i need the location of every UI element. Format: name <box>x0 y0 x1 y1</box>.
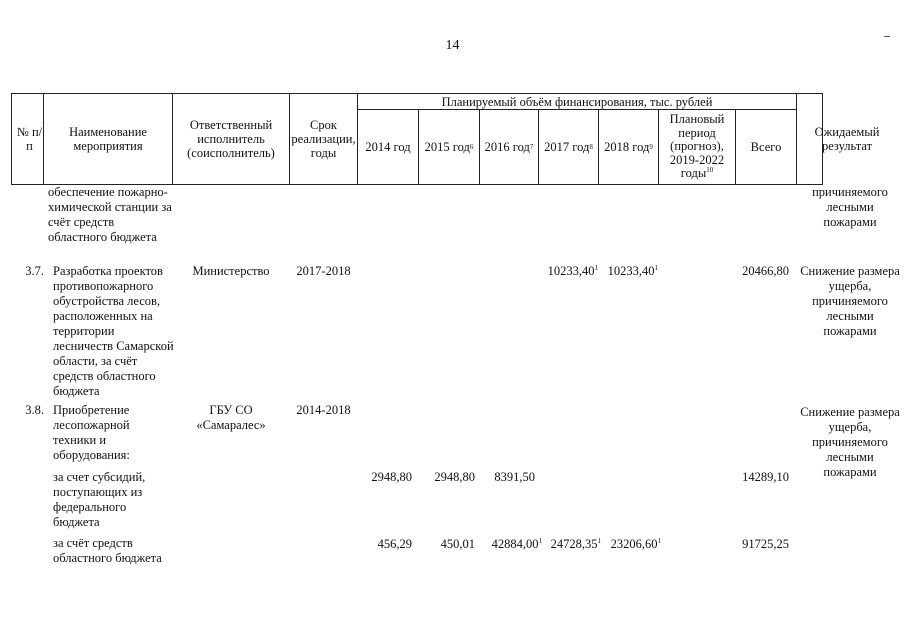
row-37-total: 20466,80 <box>742 264 789 278</box>
row-38-num: 3.8. <box>25 403 44 417</box>
row-37-name: Разработка проектов противопожарного обустройства лесов, расположенных на территории лесничеств Самарской области, за счёт средств областного бюджета <box>53 264 174 398</box>
header-2015: 2015 год 6 <box>424 140 474 154</box>
row-38b-2014: 456,29 <box>377 537 412 551</box>
row-38b-2017: 24728,35$^1$ <box>550 536 601 551</box>
row-38a-2015: 2948,80 <box>434 470 475 484</box>
row-38b-2018: 23206,60$^1$ <box>610 536 661 551</box>
row-38b-name: за счёт средств областного бюджета <box>53 536 162 565</box>
row-38a-2014: 2948,80 <box>371 470 412 484</box>
row-37-result: Снижение размера ущерба, причиняемого лесными пожарами <box>800 264 900 338</box>
header-2016: 2016 год 7 <box>484 140 534 154</box>
row-37-term: 2017-2018 <box>296 264 351 278</box>
header-executor: Ответственный исполнитель (соисполнитель) <box>187 118 275 160</box>
row-38a-total: 14289,10 <box>742 470 789 484</box>
row-37-executor: Министерство <box>192 264 270 278</box>
row-cont-name: обеспечение пожарно-химической станции за счёт средств областного бюджета <box>48 185 172 244</box>
row-37-2017: 10233,40$^1$ <box>547 263 598 278</box>
row-37-2018: 10233,40$^1$ <box>607 263 658 278</box>
header-financing: Планируемый объём финансирования, тыс. рублей <box>441 94 713 109</box>
row-38b-total: 91725,25 <box>742 537 789 551</box>
header-name: Наименование мероприятия <box>69 125 147 153</box>
header-result: Ожидаемый результат <box>814 125 880 153</box>
row-38a-name: за счет субсидий, поступающих из федерального бюджета <box>53 470 146 529</box>
page-number: 14 <box>445 38 460 53</box>
row-cont-result: причиняемого лесными пожарами <box>812 185 888 229</box>
header-total: Всего <box>750 140 782 154</box>
header-plan-period: Плановый период (прогноз), 2019-2022 годы$^{10}$ <box>669 112 725 181</box>
scan-mark <box>884 36 890 37</box>
header-term: Срок реализации, годы <box>291 118 356 160</box>
row-38b-2015: 450,01 <box>440 537 475 551</box>
col-divider <box>658 109 659 185</box>
row-38-term: 2014-2018 <box>296 403 351 417</box>
row-38-result: Снижение размера ущерба, причиняемого лесными пожарами <box>800 405 900 479</box>
header-2017: 2017 год 8 <box>544 140 593 154</box>
header-2018: 2018 год 9 <box>604 140 653 154</box>
row-38-executor: ГБУ СО «Самаралес» <box>196 403 266 432</box>
header-2014: 2014 год <box>365 140 411 154</box>
row-38b-2016: 42884,00$^1$ <box>491 536 542 551</box>
header-num: № п/п <box>16 125 43 153</box>
row-38a-2016: 8391,50 <box>494 470 535 484</box>
row-37-num: 3.7. <box>25 264 44 278</box>
row-38-name: Приобретение лесопожарной техники и оборудования: <box>53 403 130 462</box>
